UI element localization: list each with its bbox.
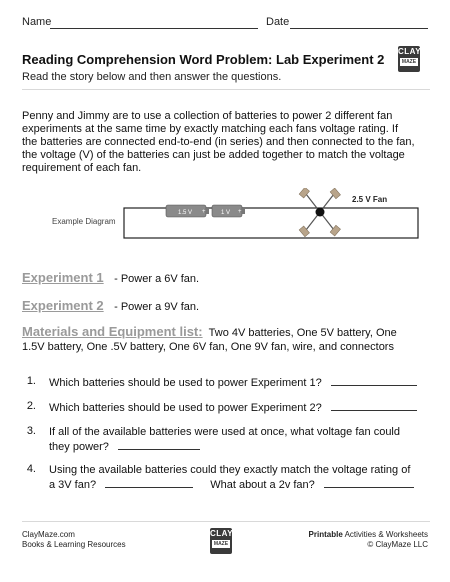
battery-2-plus-sign: + bbox=[238, 209, 242, 215]
footer-printable: Printable bbox=[308, 530, 343, 539]
footer-right bbox=[300, 530, 428, 550]
answer-3-blank[interactable] bbox=[118, 439, 200, 450]
footer-tagline: Books & Learning Resources bbox=[22, 540, 126, 549]
header-divider bbox=[22, 89, 430, 90]
materials-list bbox=[22, 325, 437, 354]
footer-left bbox=[22, 530, 126, 550]
question-1-number: 1. bbox=[26, 375, 36, 387]
story-line: the batteries are connected end-to-end (in series) and then connected to the fan, bbox=[22, 136, 415, 148]
footer-activities: Activities & Worksheets bbox=[342, 530, 428, 539]
footer-logo-text-top: CLAY bbox=[210, 529, 234, 538]
date-field-line[interactable] bbox=[290, 28, 428, 29]
question-4-text-line-3: What about a 2v fan? bbox=[210, 479, 315, 491]
answer-4b-blank[interactable] bbox=[324, 477, 414, 488]
fan-icon bbox=[299, 188, 340, 237]
question-4 bbox=[49, 463, 434, 492]
experiment-2-text: - Power a 9V fan. bbox=[114, 301, 200, 313]
question-4-number: 4. bbox=[26, 463, 36, 475]
circuit-diagram bbox=[120, 188, 430, 248]
story-line: Penny and Jimmy are to use a collection of batteries to power 2 different fan bbox=[22, 110, 393, 122]
question-1 bbox=[49, 375, 417, 390]
claymaze-logo bbox=[398, 46, 420, 72]
materials-line-2: 1.5V battery, One .5V battery, One 6V fan, One 9V fan, wire, and connectors bbox=[22, 341, 394, 353]
question-3-text-line-2: they power? bbox=[49, 441, 109, 453]
story-line: requirement of each fan. bbox=[22, 162, 142, 174]
question-2 bbox=[49, 400, 417, 415]
footer-copyright: © ClayMaze LLC bbox=[367, 540, 428, 549]
materials-heading: Materials and Equipment list: bbox=[22, 324, 203, 339]
name-field-line[interactable] bbox=[50, 28, 258, 29]
question-4-text-line-2: a 3V fan? bbox=[49, 479, 97, 491]
logo-text-bottom: MAZE bbox=[401, 59, 417, 65]
question-2-text: Which batteries should be used to power Experiment 2? bbox=[49, 402, 322, 414]
battery-1-label: 1.5 V bbox=[178, 210, 193, 216]
answer-2-blank[interactable] bbox=[331, 400, 417, 411]
question-1-text: Which batteries should be used to power Experiment 1? bbox=[49, 377, 322, 389]
fan-label: 2.5 V Fan bbox=[352, 195, 388, 204]
materials-line-1: Two 4V batteries, One 5V battery, One bbox=[208, 327, 397, 339]
question-3 bbox=[49, 425, 429, 454]
name-label: Name bbox=[22, 16, 52, 28]
experiment-1 bbox=[22, 269, 199, 287]
experiment-1-heading: Experiment 1 bbox=[22, 270, 104, 285]
question-3-number: 3. bbox=[26, 425, 36, 437]
question-2-number: 2. bbox=[26, 400, 36, 412]
question-3-text-line-1: If all of the available batteries were used at once, what voltage fan could bbox=[49, 426, 400, 438]
battery-2-label: 1 V bbox=[221, 210, 231, 216]
footer-claymaze-logo bbox=[210, 528, 232, 554]
story-paragraph bbox=[22, 110, 432, 175]
story-line: the voltage (V) of the batteries can just be added together to match the voltage bbox=[22, 149, 405, 161]
diagram-label: Example Diagram bbox=[52, 217, 116, 226]
experiment-1-text: - Power a 6V fan. bbox=[114, 273, 200, 285]
instructions: Read the story below and then answer the questions. bbox=[22, 71, 282, 83]
answer-1-blank[interactable] bbox=[331, 375, 417, 386]
logo-text-top: CLAY bbox=[398, 47, 422, 56]
page-title: Reading Comprehension Word Problem: Lab Experiment 2 bbox=[22, 52, 385, 67]
question-4-text-line-1: Using the available batteries could they exactly match the voltage rating of bbox=[49, 464, 411, 476]
footer-divider bbox=[22, 521, 430, 522]
experiment-2-heading: Experiment 2 bbox=[22, 298, 104, 313]
battery-1-plus-sign: + bbox=[202, 209, 206, 215]
answer-4a-blank[interactable] bbox=[105, 477, 193, 488]
footer-site: ClayMaze.com bbox=[22, 530, 75, 539]
footer-logo-text-bottom: MAZE bbox=[213, 541, 229, 547]
story-line: experiments at the same time by exactly matching each fans voltage rating. If bbox=[22, 123, 399, 135]
experiment-2 bbox=[22, 297, 199, 315]
date-label: Date bbox=[266, 16, 290, 28]
